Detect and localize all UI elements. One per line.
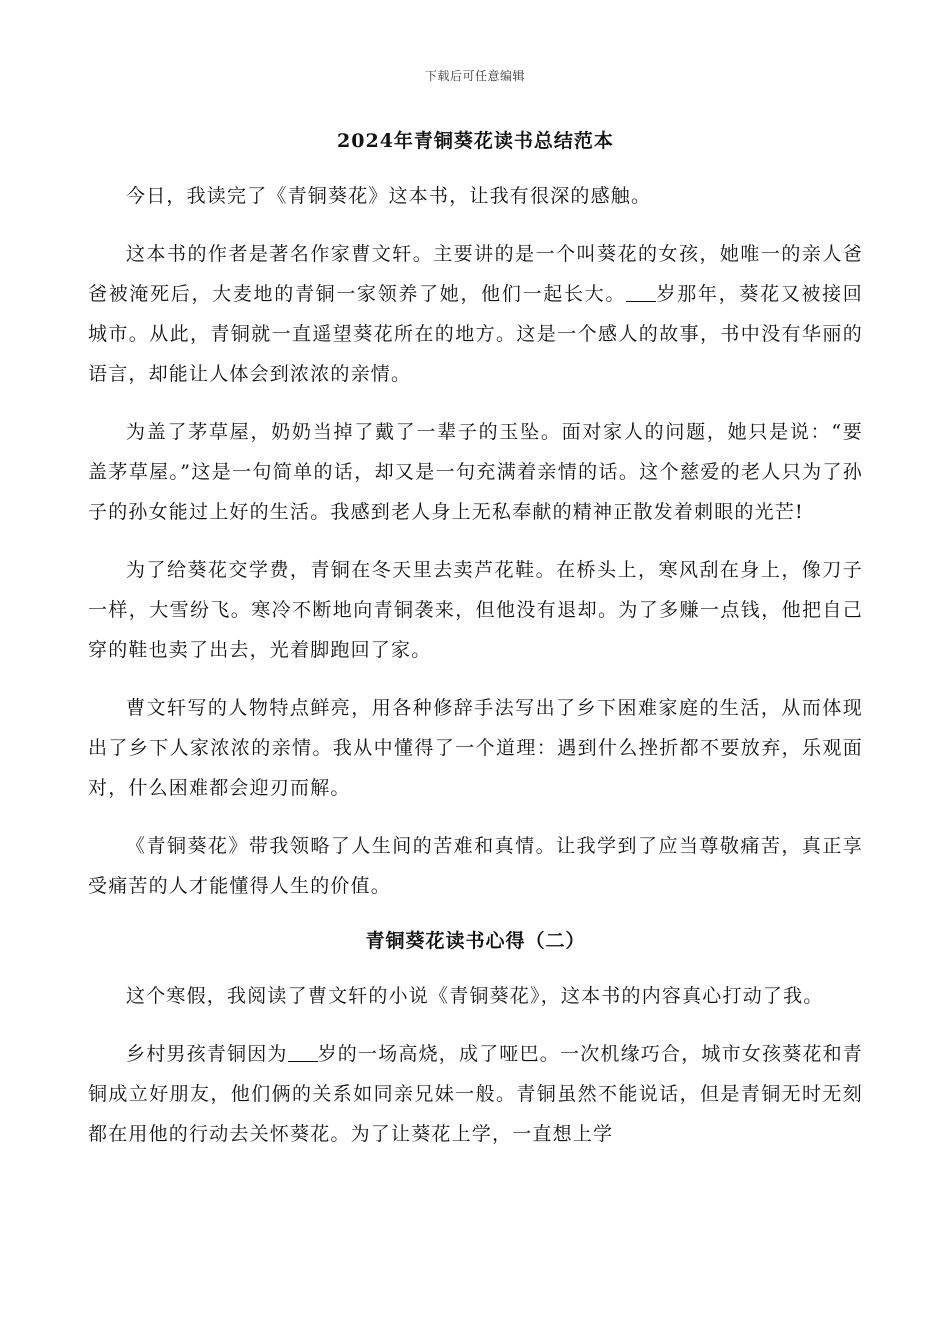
section1-paragraph-5: 曹文轩写的人物特点鲜亮，用各种修辞手法写出了乡下困难家庭的生活，从而体现出了乡下人家浓浓的亲情。我从中懂得了一个道理：遇到什么挫折都不要放弃，乐观面对，什么困难都会迎刃而解。 <box>88 697 863 799</box>
section1-paragraph-2-part-a: 这本书的作者是著名作家曹文轩。主要讲的是一个叫葵花的女孩，她唯一的亲人爸爸被淹死后，大麦地的青铜一家领养了她，他们一起长大。 <box>88 243 863 305</box>
section1-paragraph-3: 为盖了茅草屋，奶奶当掉了戴了一辈子的玉坠。面对家人的问题，她只是说：“要盖茅草屋。”这是一句简单的话，却又是一句充满着亲情的话。这个慈爱的老人只为了孙子的孙女能过上好的生活。我感到老人身上无私奉献的精神正散发着刺眼的光芒! <box>88 421 863 523</box>
fill-in-blank <box>288 1042 318 1062</box>
section1-paragraph-6: 《青铜葵花》带我领略了人生间的苦难和真情。让我学到了应当尊敬痛苦，真正享受痛苦的人才能懂得人生的价值。 <box>88 835 863 897</box>
section1-paragraph-2-part-b: 岁那年，葵花又被接回城市。从此，青铜就一直遥望葵花所在的地方。这是一个感人的故事，书中没有华丽的语言，却能让人体会到浓浓的亲情。 <box>88 283 863 385</box>
section1-paragraph-4: 为了给葵花交学费，青铜在冬天里去卖芦花鞋。在桥头上，寒风刮在身上，像刀子一样，大雪纷飞。寒冷不断地向青铜袭来，但他没有退却。为了多赚一点钱，他把自己穿的鞋也卖了出去，光着脚跑回了家。 <box>88 559 863 661</box>
section2-paragraph-2-part-a: 乡村男孩青铜因为 <box>126 1043 288 1065</box>
section2-paragraph-1: 这个寒假，我阅读了曹文轩的小说《青铜葵花》，这本书的内容真心打动了我。 <box>126 985 824 1007</box>
section1-paragraph-2 <box>88 234 863 394</box>
section1-title: 2024年青铜葵花读书总结范本 <box>337 130 614 152</box>
section2-paragraph-2 <box>88 1034 863 1154</box>
fill-in-blank <box>626 282 656 302</box>
section2-paragraph-2-part-b: 岁的一场高烧，成了哑巴。一次机缘巧合，城市女孩葵花和青铜成立好朋友，他们俩的关系如同亲兄妹一般。青铜虽然不能说话，但是青铜无时无刻都在用他的行动去关怀葵花。为了让葵花上学，一直想上学 <box>88 1043 864 1145</box>
section2-title: 青铜葵花读书心得（二） <box>365 930 586 952</box>
page-header-note: 下载后可任意编辑 <box>424 69 525 83</box>
section1-paragraph-1: 今日，我读完了《青铜葵花》这本书，让我有很深的感触。 <box>126 185 652 207</box>
document-body <box>88 110 863 1172</box>
